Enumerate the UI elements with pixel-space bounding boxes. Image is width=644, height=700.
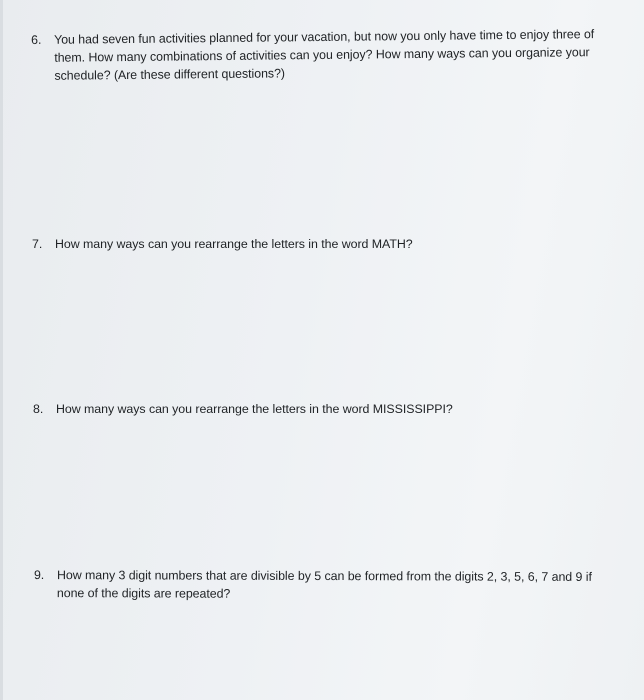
question-number: 9. xyxy=(33,568,45,583)
question-number: 6. xyxy=(31,32,42,47)
question-text: How many ways can you rearrange the letters in the word MATH? xyxy=(55,237,413,251)
question-8 xyxy=(33,400,618,418)
question-number: 8. xyxy=(33,402,44,416)
question-6 xyxy=(31,25,617,85)
question-number: 7. xyxy=(32,237,43,251)
question-text: You had seven fun activities planned for your vacation, but now you only have time to enjoy three of them. How many combinations of activities can you enjoy? How many ways can you organize your schedule? (Are these different questions?) xyxy=(54,27,595,83)
question-9 xyxy=(34,566,619,604)
question-7 xyxy=(32,235,617,253)
question-text: How many 3 digit numbers that are divisible by 5 can be formed from the digits 2, 3, 5, 6, 7 and 9 if none of the digits are repeated? xyxy=(56,568,592,601)
question-text: How many ways can you rearrange the letters in the word MISSISSIPPI? xyxy=(56,402,453,416)
